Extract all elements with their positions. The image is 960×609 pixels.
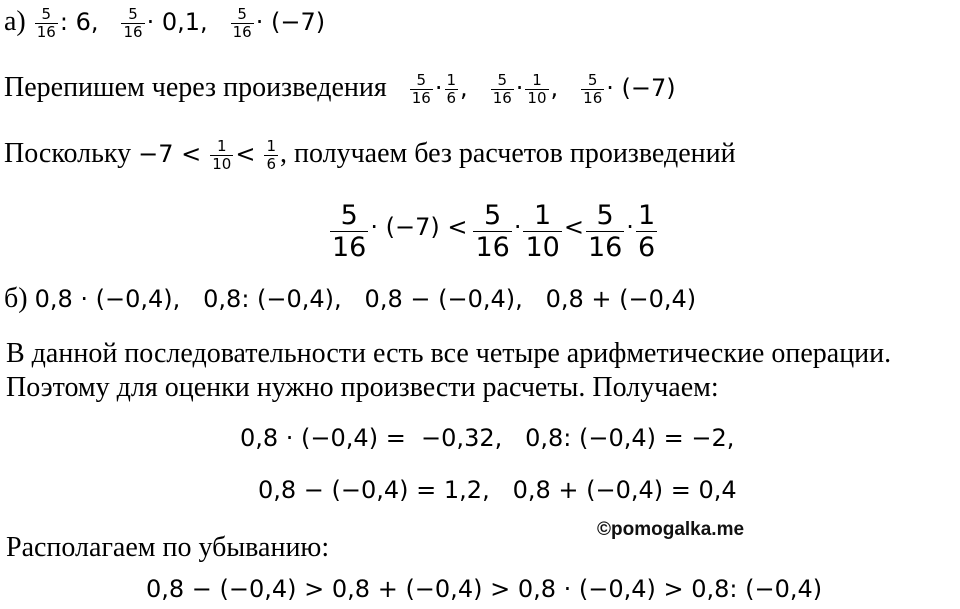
calc-line-1: 0,8 · (−0,4) = −0,32, 0,8: (−0,4) = −2, xyxy=(240,424,735,452)
less-than: < xyxy=(563,213,584,242)
fraction: $\frac{1}{6}$ xyxy=(637,200,656,263)
expression-text: : 6, xyxy=(59,8,99,36)
separator: , xyxy=(550,74,559,102)
separator: , xyxy=(460,74,468,102)
fraction: $\frac{1}{6}$ xyxy=(266,137,276,174)
part-a-label: а) xyxy=(4,6,26,37)
since-rest-text: , получаем без расчетов произведений xyxy=(279,138,736,169)
calc-line-2: 0,8 − (−0,4) = 1,2, 0,8 + (−0,4) = 0,4 xyxy=(258,476,737,504)
rewrite-line xyxy=(4,72,676,107)
rewrite-text: Перепишем через произведения xyxy=(4,72,387,103)
fraction: $\frac{5}{16}$ xyxy=(492,71,512,108)
fraction: $\frac{5}{16}$ xyxy=(36,5,56,42)
expression-text: · (−7) xyxy=(255,8,326,36)
fraction: $\frac{5}{16}$ xyxy=(411,71,431,108)
expression-text: · 0,1, xyxy=(146,8,208,36)
part-b-expression: 0,8 · (−0,4), 0,8: (−0,4), 0,8 − (−0,4), 0,8 + (−0,4) xyxy=(34,285,697,313)
part-b-label: б) xyxy=(4,283,28,314)
order-result: 0,8 − (−0,4) > 0,8 + (−0,4) > 0,8 · (−0,4) > 0,8: (−0,4) xyxy=(146,575,823,603)
part-a-task-line xyxy=(4,6,325,41)
fraction: $\frac{1}{10}$ xyxy=(212,137,232,174)
operator: · xyxy=(626,213,634,242)
paragraph-line-2: Поэтому для оценки нужно произвести расчеты. Получаем: xyxy=(6,372,719,403)
watermark: ©pomogalka.me xyxy=(597,519,745,540)
fraction: $\frac{5}{16}$ xyxy=(475,200,510,263)
order-text: Располагаем по убыванию: xyxy=(6,532,330,563)
fraction: $\frac{5}{16}$ xyxy=(332,200,367,263)
operator: · xyxy=(515,74,524,102)
expression-text: · (−7) xyxy=(606,74,676,102)
fraction: $\frac{1}{10}$ xyxy=(527,71,547,108)
operator: · xyxy=(513,213,522,242)
fraction: $\frac{5}{16}$ xyxy=(123,5,143,42)
less-than: < xyxy=(235,140,256,168)
inequality-lead: −7 < xyxy=(138,140,202,168)
fraction: $\frac{5}{16}$ xyxy=(232,5,252,42)
expression-text: · (−7) < xyxy=(370,213,468,242)
fraction: $\frac{1}{6}$ xyxy=(446,71,457,108)
operator: · xyxy=(434,74,443,102)
fraction: $\frac{5}{16}$ xyxy=(583,71,603,108)
fraction: $\frac{5}{16}$ xyxy=(587,200,623,263)
since-line xyxy=(4,138,736,173)
part-b-task-line xyxy=(4,283,696,315)
since-text: Поскольку xyxy=(4,138,132,169)
paragraph-line-1: В данной последовательности есть все четыре арифметические операции. xyxy=(6,338,892,369)
part-a-result xyxy=(328,200,659,263)
fraction: $\frac{1}{10}$ xyxy=(525,200,560,263)
